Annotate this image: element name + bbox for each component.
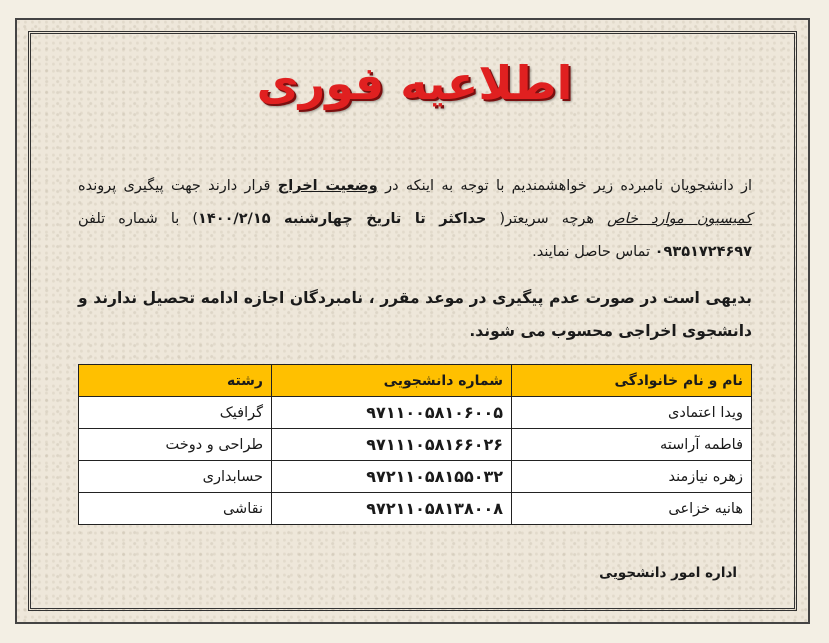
expulsion-status: وضعیت اخراج [277,178,378,194]
student-name: فاطمه آراسته [512,429,752,461]
student-major: طراحی و دوخت [79,429,272,461]
notice-title: اطلاعیه فوری [256,56,573,110]
student-major: گرافیک [79,397,272,429]
table-row [79,493,752,525]
header-major: رشته [79,365,272,397]
committee-name: کمیسیون موارد خاص [607,211,752,227]
student-name: ویدا اعتمادی [512,397,752,429]
student-major: حسابداری [79,461,272,493]
student-name: زهره نیازمند [512,461,752,493]
phone-number: ۰۹۳۵۱۷۲۴۶۹۷ [654,244,752,260]
notice-paragraph-2: بدیهی است در صورت عدم پیگیری در موعد مقرر ، نامبردگان اجازه ادامه تحصیل ندارند و دانشجوی اخراجی محسوب می شوند. [78,289,752,340]
paragraph-1-text-b: قرار دارند جهت پیگیری پرونده [78,178,278,194]
student-id: ۹۷۲۱۱۰۵۸۱۵۵۰۳۲ [272,461,512,493]
table-header-row [79,365,752,397]
paragraph-1-text-e: تماس حاصل نمایند. [532,244,655,260]
table-row [79,461,752,493]
header-student-id: شماره دانشجویی [272,365,512,397]
student-major: نقاشی [79,493,272,525]
paragraph-1-text-d: ) با شماره تلفن [78,211,199,227]
notice-paragraph-1 [78,170,752,269]
students-table [78,364,752,525]
student-id: ۹۷۱۱۱۰۵۸۱۶۶۰۲۶ [272,429,512,461]
table-row [79,397,752,429]
student-id: ۹۷۱۱۰۰۵۸۱۰۶۰۰۵ [272,397,512,429]
deadline-date: حداکثر تا تاریخ چهارشنبه ۱۴۰۰/۲/۱۵ [198,211,487,227]
paragraph-1-text-a: از دانشجویان نامبرده زیر خواهشمندیم با توجه به اینکه در [377,178,752,194]
student-name: هانیه خزاعی [512,493,752,525]
footer-signature: اداره امور دانشجویی [599,565,737,581]
table-row [79,429,752,461]
student-id: ۹۷۲۱۱۰۵۸۱۳۸۰۰۸ [272,493,512,525]
paragraph-1-text-c: هرچه سریعتر( [486,211,608,227]
header-name: نام و نام خانوادگی [512,365,752,397]
